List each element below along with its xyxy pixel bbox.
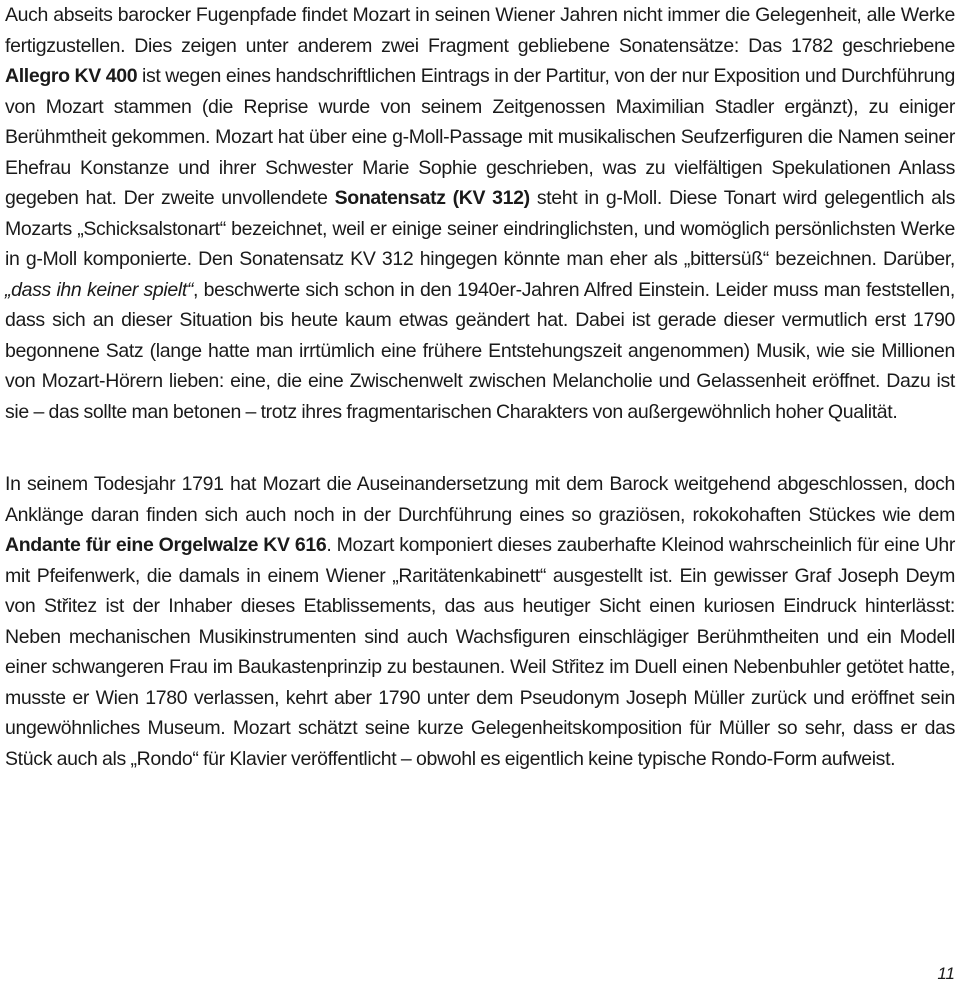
- text-run: Auch abseits barocker Fugenpfade findet Mozart in seinen Wiener Jahren nicht immer die Gelegenheit, alle Werke fertigzustellen. Dies zeigen unter anderem zwei Fragment gebliebene Sonatensätze: Das 1782 geschriebene: [5, 4, 955, 57]
- bold-work-title: Sonatensatz (KV 312): [334, 187, 530, 209]
- text-run: ist wegen eines handschriftlichen Eintrags in der Partitur, von der nur Exposition und Durchführung von Mozart stammen (die Reprise wurde von seinem Zeitgenossen Maximilian Stadler ergänzt), zu einiger Berühmtheit gekommen. Mozart hat über eine g-Moll-Passage mit musikalischen Seufzerfiguren die Namen seiner Ehefrau Konstanze und ihrer Schwester Marie Sophie geschrieben, was zu vielfältigen Spekulationen Anlass gegeben hat. Der zweite unvollendete: [5, 65, 955, 209]
- paragraph-fragments: [5, 0, 955, 427]
- text-run: In seinem Todesjahr 1791 hat Mozart die Auseinandersetzung mit dem Barock weitgehend abgeschlossen, doch Anklänge daran finden sich auch noch in der Durchführung eines so graziösen, rokokohaften Stückes wie dem: [5, 473, 955, 526]
- bold-work-title: Andante für eine Orgelwalze KV 616: [5, 534, 327, 556]
- bold-work-title: Allegro KV 400: [5, 65, 138, 87]
- document-page: [5, 0, 955, 774]
- text-run: steht in g-Moll. Diese Tonart wird gelegentlich als Mozarts „Schicksalstonart“ bezeichnet, weil er einige seiner eindringlichsten, und womöglich persönlichsten Werke in g-Moll komponierte. Den Sonatensatz KV 312 hingegen könnte man eher als „bittersüß“ bezeichnen. Darüber,: [5, 187, 955, 270]
- text-run: . Mozart komponiert dieses zauberhafte Kleinod wahrscheinlich für eine Uhr mit Pfeifenwerk, die damals in einem Wiener „Raritätenkabinett“ ausgestellt ist. Ein gewisser Graf Joseph Deym von Střitez ist der Inhaber dieses Etablissements, das aus heutiger Sicht einen kuriosen Eindruck hinterlässt: Neben mechanischen Musikinstrumenten sind auch Wachsfiguren einschlägiger Berühmtheiten und ein Modell einer schwangeren Frau im Baukastenprinzip zu bestaunen. Weil Střitez im Duell einen Nebenbuhler getötet hatte, musste er Wien 1780 verlassen, kehrt aber 1790 unter dem Pseudonym Joseph Müller zurück und eröffnet sein ungewöhnliches Museum. Mozart schätzt seine kurze Gelegenheitskomposition für Müller so sehr, dass er das Stück auch als „Rondo“ für Klavier veröffentlicht – obwohl es eigentlich keine typische Rondo-Form aufweist.: [5, 534, 955, 770]
- paragraph-orgelwalze: [5, 469, 955, 774]
- italic-quote: „dass ihn keiner spielt“: [5, 278, 194, 301]
- text-run: , beschwerte sich schon in den 1940er-Jahren Alfred Einstein. Leider muss man feststellen, dass sich an dieser Situation bis heute kaum etwas geändert hat. Dabei ist gerade dieser vermutlich erst 1790 begonnene Satz (lange hatte man irrtümlich eine frühere Entstehungszeit angenommen) Musik, wie sie Millionen von Mozart-Hörern lieben: eine, die eine Zwischenwelt zwischen Melancholie und Gelassenheit eröffnet. Dazu ist sie – das sollte man betonen – trotz ihres fragmentarischen Charakters von außergewöhnlich hoher Qualität.: [5, 278, 955, 423]
- page-number: 11: [937, 964, 955, 983]
